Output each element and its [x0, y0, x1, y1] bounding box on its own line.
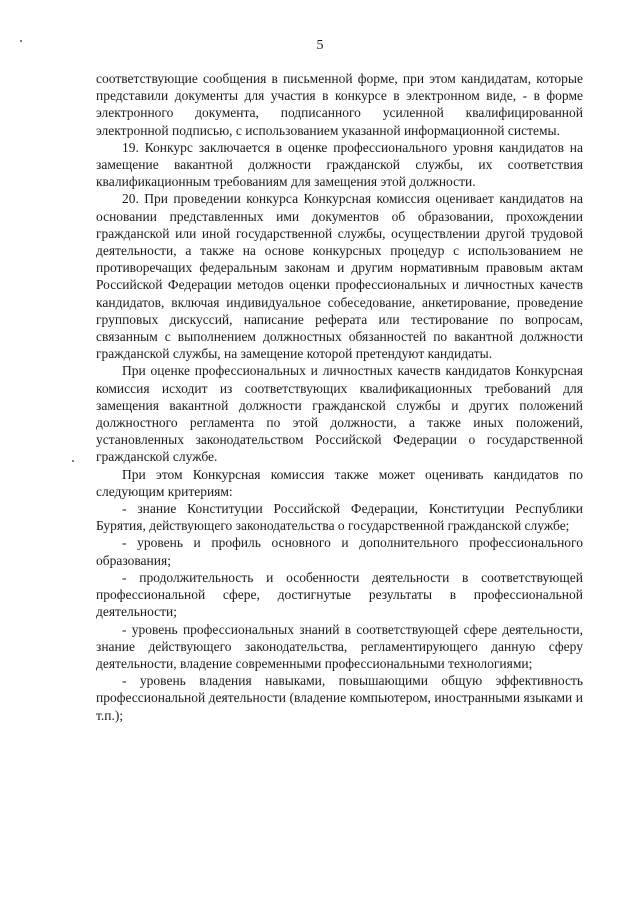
scan-speck: [72, 460, 74, 462]
paragraph-19: 19. Конкурс заключается в оценке профессионального уровня кандидатов на замещение вакантной должности гражданской службы, их соответствия квалификационным требованиям для замещения этой должности.: [96, 139, 583, 190]
page-number: 5: [316, 38, 324, 53]
document-body: [96, 70, 583, 724]
criteria-item-skills: - уровень владения навыками, повышающими общую эффективность профессиональной деятельности (владение компьютером, иностранными языками и т.п.);: [96, 673, 583, 723]
criteria-item-education: - уровень и профиль основного и дополнительного профессионального образования;: [96, 535, 583, 568]
criteria-item-knowledge: - уровень профессиональных знаний в соответствующей сфере деятельности, знание действующего законодательства, регламентирующего данную сферу деятельности, владение современными профессиональными технологиями;: [96, 621, 583, 671]
criteria-item-experience: - продолжительность и особенности деятельности в соответствующей профессиональной сфере, достигнутые результаты в профессиональной деятельности;: [96, 569, 583, 620]
paragraph-assessment: При оценке профессиональных и личностных качеств кандидатов Конкурсная комиссия исходит из соответствующих квалификационных требований для замещения вакантной должности гражданской службы и других положений должностного регламента по этой должности, а также иных положений, установленных законодательством Российской Федерации о государственной гражданской службе.: [96, 363, 583, 465]
criteria-item-constitution: - знание Конституции Российской Федерации, Конституции Республики Бурятия, действующего законодательства о государственной гражданской службе;: [96, 501, 583, 534]
paragraph-20: 20. При проведении конкурса Конкурсная комиссия оценивает кандидатов на основании представленных ими документов об образовании, прохождении гражданской или иной государственной службы, осуществлении другой трудовой деятельности, а также на основе конкурсных процедур с использованием не противоречащих федеральным законам и другим нормативным правовым актам Российской Федерации методов оценки профессиональных и личностных качеств кандидатов, включая индивидуальное собеседование, анкетирование, проведение групповых дискуссий, написание реферата или тестирование по вопросам, связанным с выполнением должностных обязанностей по вакантной должности гражданской службы, на замещение которой претендуют кандидаты.: [96, 191, 583, 362]
paragraph-continuation: соответствующие сообщения в письменной форме, при этом кандидатам, которые представили документы для участия в конкурсе в электронном виде, - в форме электронного документа, подписанного усиленной квалифицированной электронной подписью, с использованием указанной информационной системы.: [96, 71, 583, 138]
paragraph-criteria-intro: При этом Конкурсная комиссия также может оценивать кандидатов по следующим критериям:: [96, 466, 583, 499]
